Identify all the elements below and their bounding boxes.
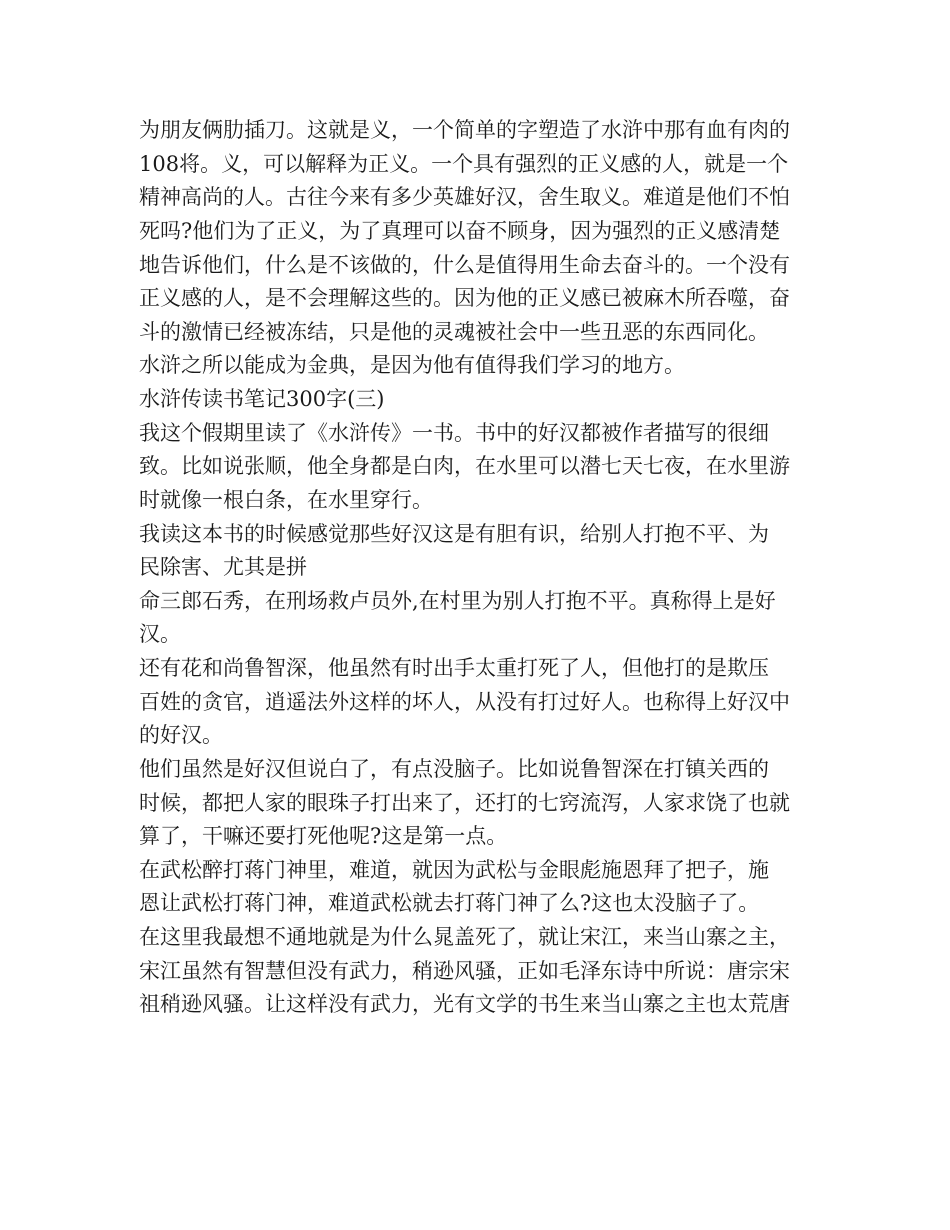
text-line: 时候，都把人家的眼珠子打出来了，还打的七窍流泻，人家求饶了也就 <box>139 791 790 815</box>
text-line: 恩让武松打蒋门神，难道武松就去打蒋门神了么?这也太没脑子了。 <box>139 891 760 915</box>
text-line: 斗的激情已经被冻结，只是他的灵魂被社会中一些丑恶的东西同化。 <box>139 320 769 344</box>
text-line: 祖稍逊风骚。让这样没有武力，光有文学的书生来当山寨之主也太荒唐 <box>139 992 790 1016</box>
text-line: 还有花和尚鲁智深，他虽然有时出手太重打死了人，但他打的是欺压 <box>139 656 769 680</box>
text-line: 水浒之所以能成为金典，是因为他有值得我们学习的地方。 <box>139 353 685 377</box>
text-line: 正义感的人，是不会理解这些的。因为他的正义感已被麻木所吞噬，奋 <box>139 286 790 310</box>
text-line: 致。比如说张顺，他全身都是白肉，在水里可以潜七天七夜，在水里游 <box>139 454 790 478</box>
text-line: 时就像一根白条，在水里穿行。 <box>139 488 433 512</box>
text-line: 我这个假期里读了《水浒传》一书。书中的好汉都被作者描写的很细 <box>139 421 769 445</box>
text-line: 在这里我最想不通地就是为什么晁盖死了，就让宋江，来当山寨之主， <box>139 925 790 949</box>
text-line: 地告诉他们，什么是不该做的，什么是值得用生命去奋斗的。一个没有 <box>139 253 790 277</box>
text-line: 我读这本书的时候感觉那些好汉这是有胆有识，给别人打抱不平、为 <box>139 522 769 546</box>
text-line: 汉。 <box>139 622 181 646</box>
text-line: 民除害、尤其是拼 <box>139 555 307 579</box>
text-line: 算了，干嘛还要打死他呢?这是第一点。 <box>139 824 508 848</box>
text-line: 在武松醉打蒋门神里，难道，就因为武松与金眼彪施恩拜了把子，施 <box>139 858 769 882</box>
text-line: 他们虽然是好汉但说白了，有点没脑子。比如说鲁智深在打镇关西的 <box>139 757 769 781</box>
text-line: 死吗?他们为了正义，为了真理可以奋不顾身，因为强烈的正义感清楚 <box>139 219 781 243</box>
text-line: 命三郎石秀，在刑场救卢员外,在村里为别人打抱不平。真称得上是好 <box>139 589 776 613</box>
text-line: 108将。义，可以解释为正义。一个具有强烈的正义感的人，就是一个 <box>139 152 789 176</box>
text-line: 百姓的贪官，逍遥法外这样的坏人，从没有打过好人。也称得上好汉中 <box>139 690 790 714</box>
text-line: 精神高尚的人。古往今来有多少英雄好汉，舍生取义。难道是他们不怕 <box>139 185 790 209</box>
text-line: 的好汉。 <box>139 723 223 747</box>
text-line: 为朋友俩肋插刀。这就是义，一个简单的字塑造了水浒中那有血有肉的 <box>139 118 790 142</box>
section-heading: 水浒传读书笔记300字(三) <box>139 387 385 411</box>
text-line: 宋江虽然有智慧但没有武力，稍逊风骚，正如毛泽东诗中所说：唐宗宋 <box>139 959 790 983</box>
